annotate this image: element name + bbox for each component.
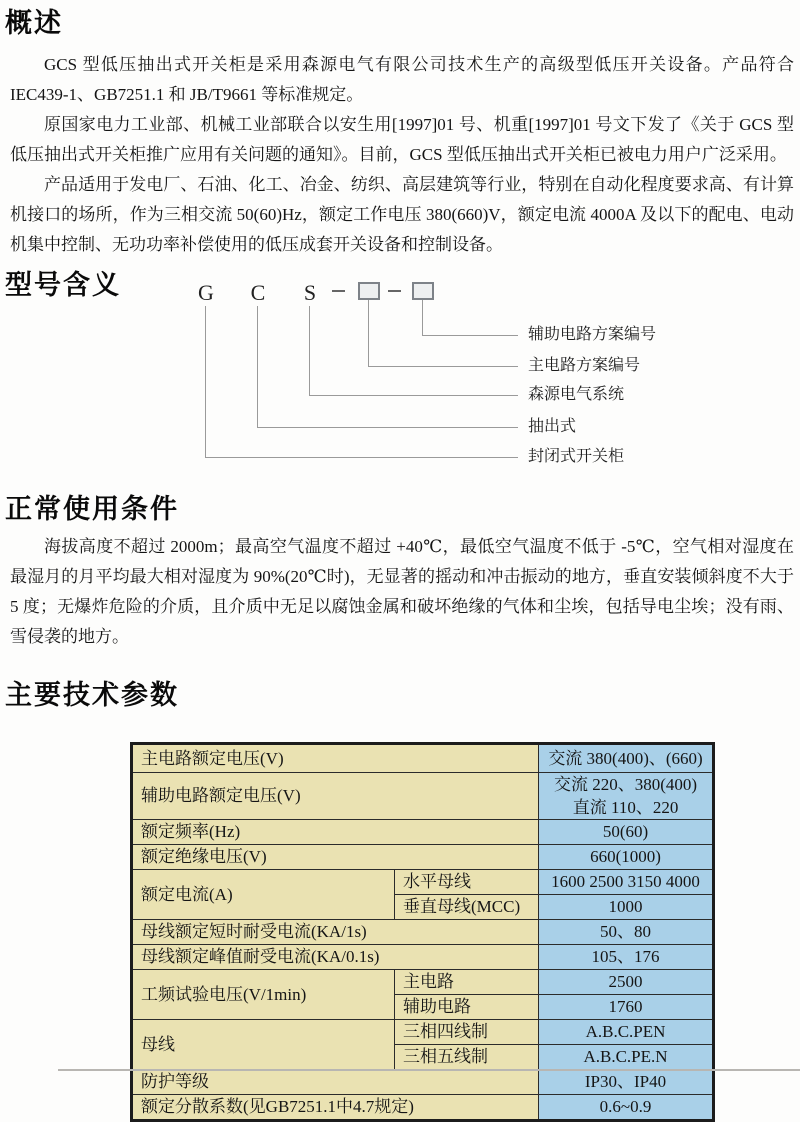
table-row xyxy=(132,744,714,773)
code-letter-c: C xyxy=(250,280,266,305)
table-cell-value: 1000 xyxy=(539,895,714,920)
conditions-paragraph: 海拔高度不超过 2000m；最高空气温度不超过 +40℃，最低空气温度不低于 -5℃，空气相对湿度在最湿月的月平均最大相对湿度为 90%(20℃时)，无显著的摇动和冲击振动的地方，垂直安装倾斜度不大于 5 度；无爆炸危险的介质，且介质中无足以腐蚀金属和破坏绝缘的气体和尘埃，包括导电尘埃；没有雨、雪侵袭的地方。 xyxy=(10,537,794,646)
conditions-heading: 正常使用条件 xyxy=(5,494,179,524)
connector-line xyxy=(422,335,518,336)
table-cell-value: 1760 xyxy=(539,995,714,1020)
table-cell-param: 额定频率(Hz) xyxy=(132,820,539,845)
table-row xyxy=(132,773,714,820)
overview-paragraph-3: 产品适用于发电厂、石油、化工、冶金、纺织、高层建筑等行业，特别在自动化程度要求高、有计算机接口的场所，作为三相交流 50(60)Hz，额定工作电压 380(660)V，额定电流 4000A 及以下的配电、电动机集中控制、无功功率补偿使用的低压成套开关设备和控制设备。 xyxy=(10,175,794,254)
connector-line-box2 xyxy=(422,300,423,335)
dash-separator xyxy=(332,290,345,292)
table-cell-value: 660(1000) xyxy=(539,845,714,870)
table-cell-value: 交流 380(400)、(660) xyxy=(539,744,714,773)
value-line-ac: 交流 220、380(400) xyxy=(553,775,698,794)
label-auxiliary-circuit-scheme: 辅助电路方案编号 xyxy=(528,326,657,343)
table-cell-param: 额定分散系数(见GB7251.1中4.7规定) xyxy=(132,1095,539,1121)
model-designation-diagram xyxy=(0,266,800,478)
table-cell-value: IP30、IP40 xyxy=(539,1070,714,1095)
page-bottom-line xyxy=(58,1069,800,1071)
code-letter-g: G xyxy=(198,280,214,305)
auxiliary-circuit-code-box xyxy=(412,282,434,300)
connector-line-s xyxy=(309,306,310,395)
connector-line xyxy=(205,457,518,458)
table-cell-param: 防护等级 xyxy=(132,1070,539,1095)
table-cell-param: 辅助电路额定电压(V) xyxy=(132,773,539,820)
table-cell-value: 50、80 xyxy=(539,920,714,945)
table-cell-param: 母线 xyxy=(132,1020,395,1070)
conditions-body xyxy=(10,532,794,652)
main-circuit-code-box xyxy=(358,282,380,300)
page xyxy=(0,6,800,1116)
table-cell-value: A.B.C.PE.N xyxy=(539,1045,714,1070)
table-cell-sub: 水平母线 xyxy=(395,870,539,895)
table-cell-sub: 三相五线制 xyxy=(395,1045,539,1070)
connector-line-box1 xyxy=(368,300,369,366)
table-cell-sub: 三相四线制 xyxy=(395,1020,539,1045)
table-cell-param: 母线额定峰值耐受电流(KA/0.1s) xyxy=(132,945,539,970)
overview-paragraph-2: 原国家电力工业部、机械工业部联合以安生用[1997]01 号、机重[1997]01 号文下发了《关于 GCS 型低压抽出式开关柜推广应用有关问题的通知》。目前，GCS 型低压抽出式开关柜已被电力用户广泛采用。 xyxy=(10,115,794,164)
table-row xyxy=(132,970,714,995)
connector-line-c xyxy=(257,306,258,427)
overview-heading: 概述 xyxy=(5,8,63,38)
technical-parameters-table xyxy=(130,742,715,1122)
label-senyuan-system: 森源电气系统 xyxy=(528,386,625,403)
overview-body xyxy=(10,50,794,260)
table-cell-param: 主电路额定电压(V) xyxy=(132,744,539,773)
table-row xyxy=(132,845,714,870)
table-row xyxy=(132,945,714,970)
table-cell-param: 工频试验电压(V/1min) xyxy=(132,970,395,1020)
table-cell-value: A.B.C.PEN xyxy=(539,1020,714,1045)
connector-line xyxy=(309,395,518,396)
model-heading: 型号含义 xyxy=(5,270,121,300)
table-cell-value: 105、176 xyxy=(539,945,714,970)
connector-line xyxy=(257,427,518,428)
connector-line-g xyxy=(205,306,206,457)
table-row xyxy=(132,920,714,945)
overview-paragraph-1: GCS 型低压抽出式开关柜是采用森源电气有限公司技术生产的高级型低压开关设备。产品符合 IEC439-1、GB7251.1 和 JB/T9661 等标准规定。 xyxy=(10,55,794,104)
connector-line xyxy=(368,366,518,367)
parameters-heading: 主要技术参数 xyxy=(5,680,179,710)
value-line-dc: 直流 110、220 xyxy=(572,798,679,817)
dash-separator xyxy=(388,290,401,292)
table-row xyxy=(132,1020,714,1045)
table-cell-value xyxy=(539,773,714,820)
table-cell-sub: 主电路 xyxy=(395,970,539,995)
label-enclosed-switchgear: 封闭式开关柜 xyxy=(528,448,625,465)
label-drawout-type: 抽出式 xyxy=(528,418,577,435)
table-cell-value: 0.6~0.9 xyxy=(539,1095,714,1121)
code-letter-s: S xyxy=(303,280,317,305)
table-cell-value: 1600 2500 3150 4000 xyxy=(539,870,714,895)
table-cell-sub: 垂直母线(MCC) xyxy=(395,895,539,920)
table-row xyxy=(132,1070,714,1095)
table-cell-value: 50(60) xyxy=(539,820,714,845)
table-cell-sub: 辅助电路 xyxy=(395,995,539,1020)
table-cell-param: 额定电流(A) xyxy=(132,870,395,920)
table-cell-value: 2500 xyxy=(539,970,714,995)
table-cell-param: 母线额定短时耐受电流(KA/1s) xyxy=(132,920,539,945)
table-cell-param: 额定绝缘电压(V) xyxy=(132,845,539,870)
label-main-circuit-scheme: 主电路方案编号 xyxy=(528,357,641,374)
table-row xyxy=(132,870,714,895)
table-row xyxy=(132,820,714,845)
table-row xyxy=(132,1095,714,1121)
